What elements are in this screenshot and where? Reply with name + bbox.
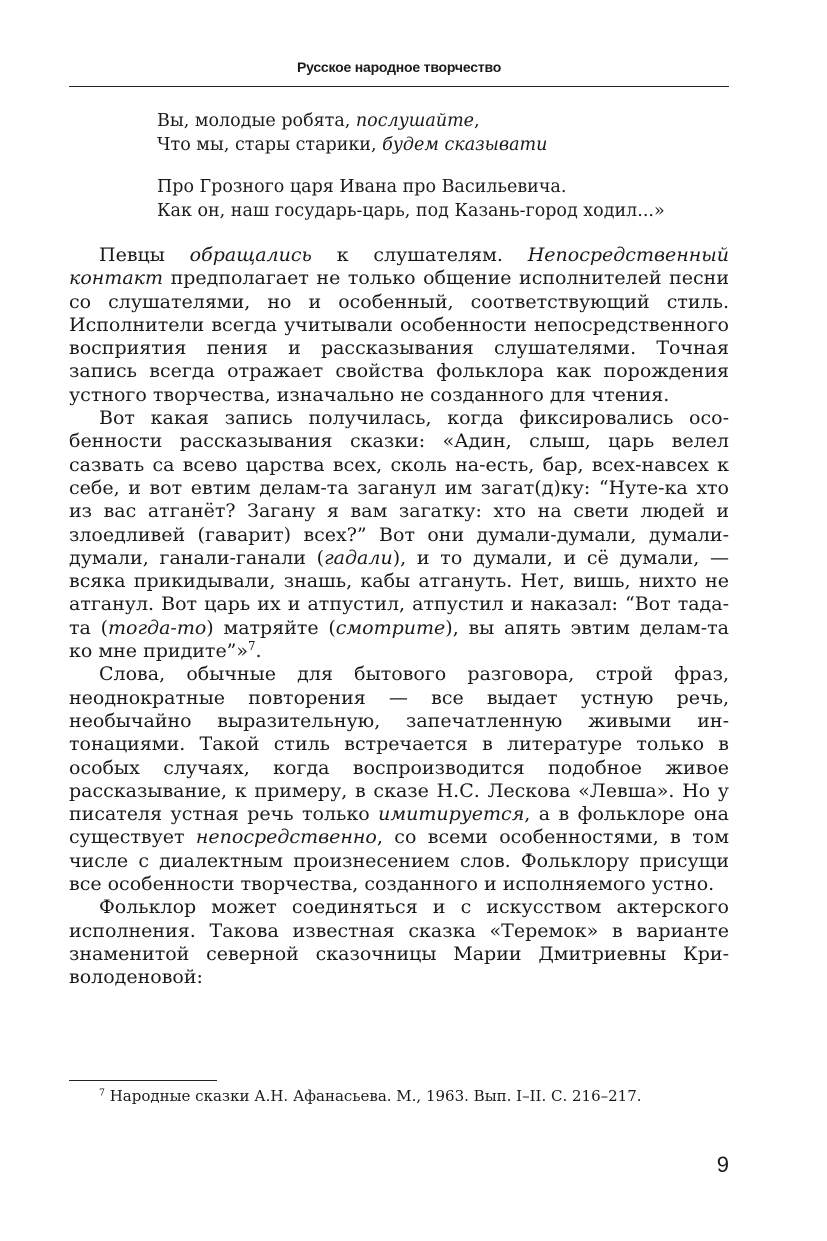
footnote-reference[interactable]: 7 — [248, 638, 256, 653]
verse-line: Как он, наш государь-царь, под Казань-город ходил...» — [157, 201, 665, 221]
page-number: 9 — [716, 1152, 729, 1177]
paragraph: Певцы обращались к слушателям. Непосредственный контакт предполагает не только общение исполнителей песни со слушателями, но и особенный, соответствующий стиль. Исполнители всегда учитывали особенности непосредственного восприятия пения и рассказывания слушателями. Точная запись всегда отражает свойства фольклора как порождения устного творчества, изначально не созданного для чтения. — [69, 244, 729, 406]
running-head: Русское народное творчество — [296, 59, 502, 75]
footnote-divider — [69, 1080, 217, 1081]
paragraph: Вот какая запись получилась, когда фиксировались особенности рассказывания сказки: «Адин, слыш, царь велел сазвать са всево царства всех, сколь на-есть, бар, всех-навсех к себе, и вот евтим делам-та заганул им загат(д)ку: “Нуте-ка хто из вас атганёт? Загану я вам загатку: хто на свети людей и злоедливей (гаварит) всех?” Вот они думали-думали, думали-думали, ганали-ганали (гадали), и то думали, и сё думали, — всяка прикидывали, знашь, кабы атгануть. Нет, вишь, нихто не атганул. Вот царь их и атпустил, атпустил и наказал: “Вот тада-та (тогда-то) матряйте (смотрите), вы апять эвтим делам-та ко мне придите”»$^7$. — [69, 407, 729, 663]
paragraph: Слова, обычные для бытового разговора, строй фраз, неоднократные повторения — все выдает устную речь, необычайно выразительную, запечатленную живыми интонациями. Такой стиль встречается в литературе только в особых случаях, когда воспроизводится подобное живое рассказывание, к примеру, в сказе Н.С. Лескова «Левша». Но у писателя устная речь только имитируется, а в фольклоре она существует непосредственно, со всеми особенностями, в том числе с диалектным произнесением слов. Фольклору присущи все особенности творчества, созданного и исполняемого устно. — [69, 663, 729, 896]
verse-line: Про Грозного царя Ивана про Васильевича. — [157, 177, 567, 197]
verse-stanza-1 — [157, 109, 547, 157]
verse-line: Вы, молодые робята, послушайте, — [157, 111, 480, 131]
footnote-number: 7 — [99, 1087, 105, 1099]
paragraph: Фольклор может соединяться и с искусством актерского исполнения. Такова известная сказка «Теремок» в варианте знаменитой северной сказочницы Марии Дмитриевны Криволоденовой: — [69, 896, 729, 989]
verse-stanza-2 — [157, 175, 665, 223]
header-divider — [69, 86, 729, 87]
verse-line: Что мы, стары старики, будем сказывати — [157, 135, 548, 155]
footnote: $^7$ Народные сказки А.Н. Афанасьева. М., 1963. Вып. I–II. С. 216–217. — [99, 1087, 642, 1105]
body-text — [69, 244, 729, 990]
